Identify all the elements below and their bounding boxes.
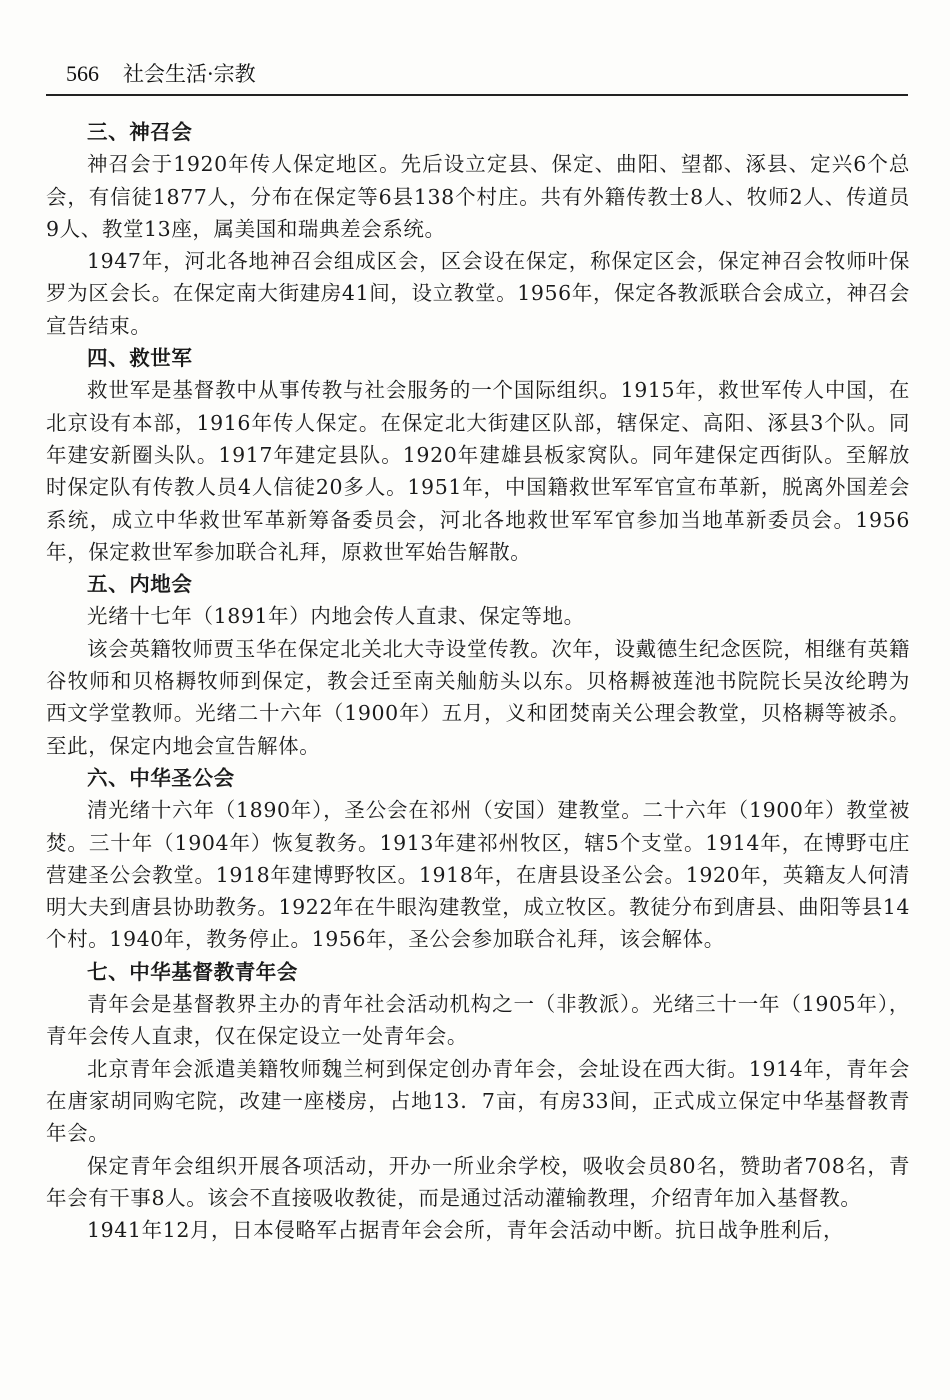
section-heading: 五、内地会 [87, 572, 193, 597]
section-heading: 六、中华圣公会 [87, 765, 235, 790]
paragraph: 保定青年会组织开展各项活动，开办一所业余学校，吸收会员80名，赞助者708名，青年会有干事8人。该会不直接吸收教徒，而是通过活动灌输教理，介绍青年加入基督教。 [46, 1153, 910, 1210]
paragraph: 光绪十七年（1891年）内地会传人直隶、保定等地。 [87, 604, 585, 629]
section-heading: 三、神召会 [87, 120, 193, 144]
page-number: 566 [66, 61, 99, 86]
paragraph: 1947年，河北各地神召会组成区会，区会设在保定，称保定区会，保定神召会牧师叶保罗为区会长。在保定南大街建房41间，设立教堂。1956年，保定各教派联合会成立，神召会宣告结束。 [46, 249, 910, 338]
running-title: 社会生活·宗教 [123, 62, 256, 86]
paragraph: 清光绪十六年（1890年），圣公会在祁州（安国）建教堂。二十六年（1900年）教堂被焚。三十年（1904年）恢复教务。1913年建祁州牧区，辖5个支堂。1914年，在博野屯庄营建圣公会教堂。1918年建博野牧区。1918年，在唐县设圣公会。1920年，英籍友人何清明大夫到唐县协助教务。1922年在牛眼沟建教堂，成立牧区。教徒分布到唐县、曲阳等县14个村。1940年，教务停止。1956年，圣公会参加联合礼拜，该会解体。 [46, 798, 910, 952]
header-rule [46, 94, 908, 96]
page-body [46, 116, 910, 1246]
running-header [66, 58, 256, 92]
paragraph: 1941年12月，日本侵略军占据青年会会所，青年会活动中断。抗日战争胜利后， [87, 1218, 845, 1243]
section-heading: 四、救世军 [87, 346, 193, 371]
section-heading: 七、中华基督教青年会 [87, 959, 298, 984]
paragraph: 该会英籍牧师贾玉华在保定北关北大寺设堂传教。次年，设戴德生纪念医院，相继有英籍谷牧师和贝格耨牧师到保定，教会迁至南关舢舫头以东。贝格耨被莲池书院院长吴汝纶聘为西文学堂教师。光绪二十六年（1900年）五月，义和团焚南关公理会教堂，贝格耨等被杀。至此，保定内地会宣告解体。 [46, 636, 910, 758]
paragraph: 青年会是基督教界主办的青年社会活动机构之一（非教派）。光绪三十一年（1905年），青年会传人直隶，仅在保定设立一处青年会。 [46, 992, 910, 1049]
paragraph: 北京青年会派遣美籍牧师魏兰柯到保定创办青年会，会址设在西大街。1914年，青年会在唐家胡同购宅院，改建一座楼房，占地13．7亩，有房33间，正式成立保定中华基督教青年会。 [46, 1056, 910, 1146]
paragraph: 救世军是基督教中从事传教与社会服务的一个国际组织。1915年，救世军传人中国，在北京设有本部，1916年传人保定。在保定北大街建区队部，辖保定、高阳、涿县3个队。同年建安新圈头队。1917年建定县队。1920年建雄县板家窝队。同年建保定西街队。至解放时保定队有传教人员4人信徒20多人。1951年，中国籍救世军军官宣布革新，脱离外国差会系统，成立中华救世军革新筹备委员会，河北各地救世军军官参加当地革新委员会。1956年，保定救世军参加联合礼拜，原救世军始告解散。 [46, 378, 910, 564]
paragraph: 神召会于1920年传人保定地区。先后设立定县、保定、曲阳、望都、涿县、定兴6个总会，有信徒1877人，分布在保定等6县138个村庄。共有外籍传教士8人、牧师2人、传道员9人、教堂13座，属美国和瑞典差会系统。 [46, 152, 910, 241]
